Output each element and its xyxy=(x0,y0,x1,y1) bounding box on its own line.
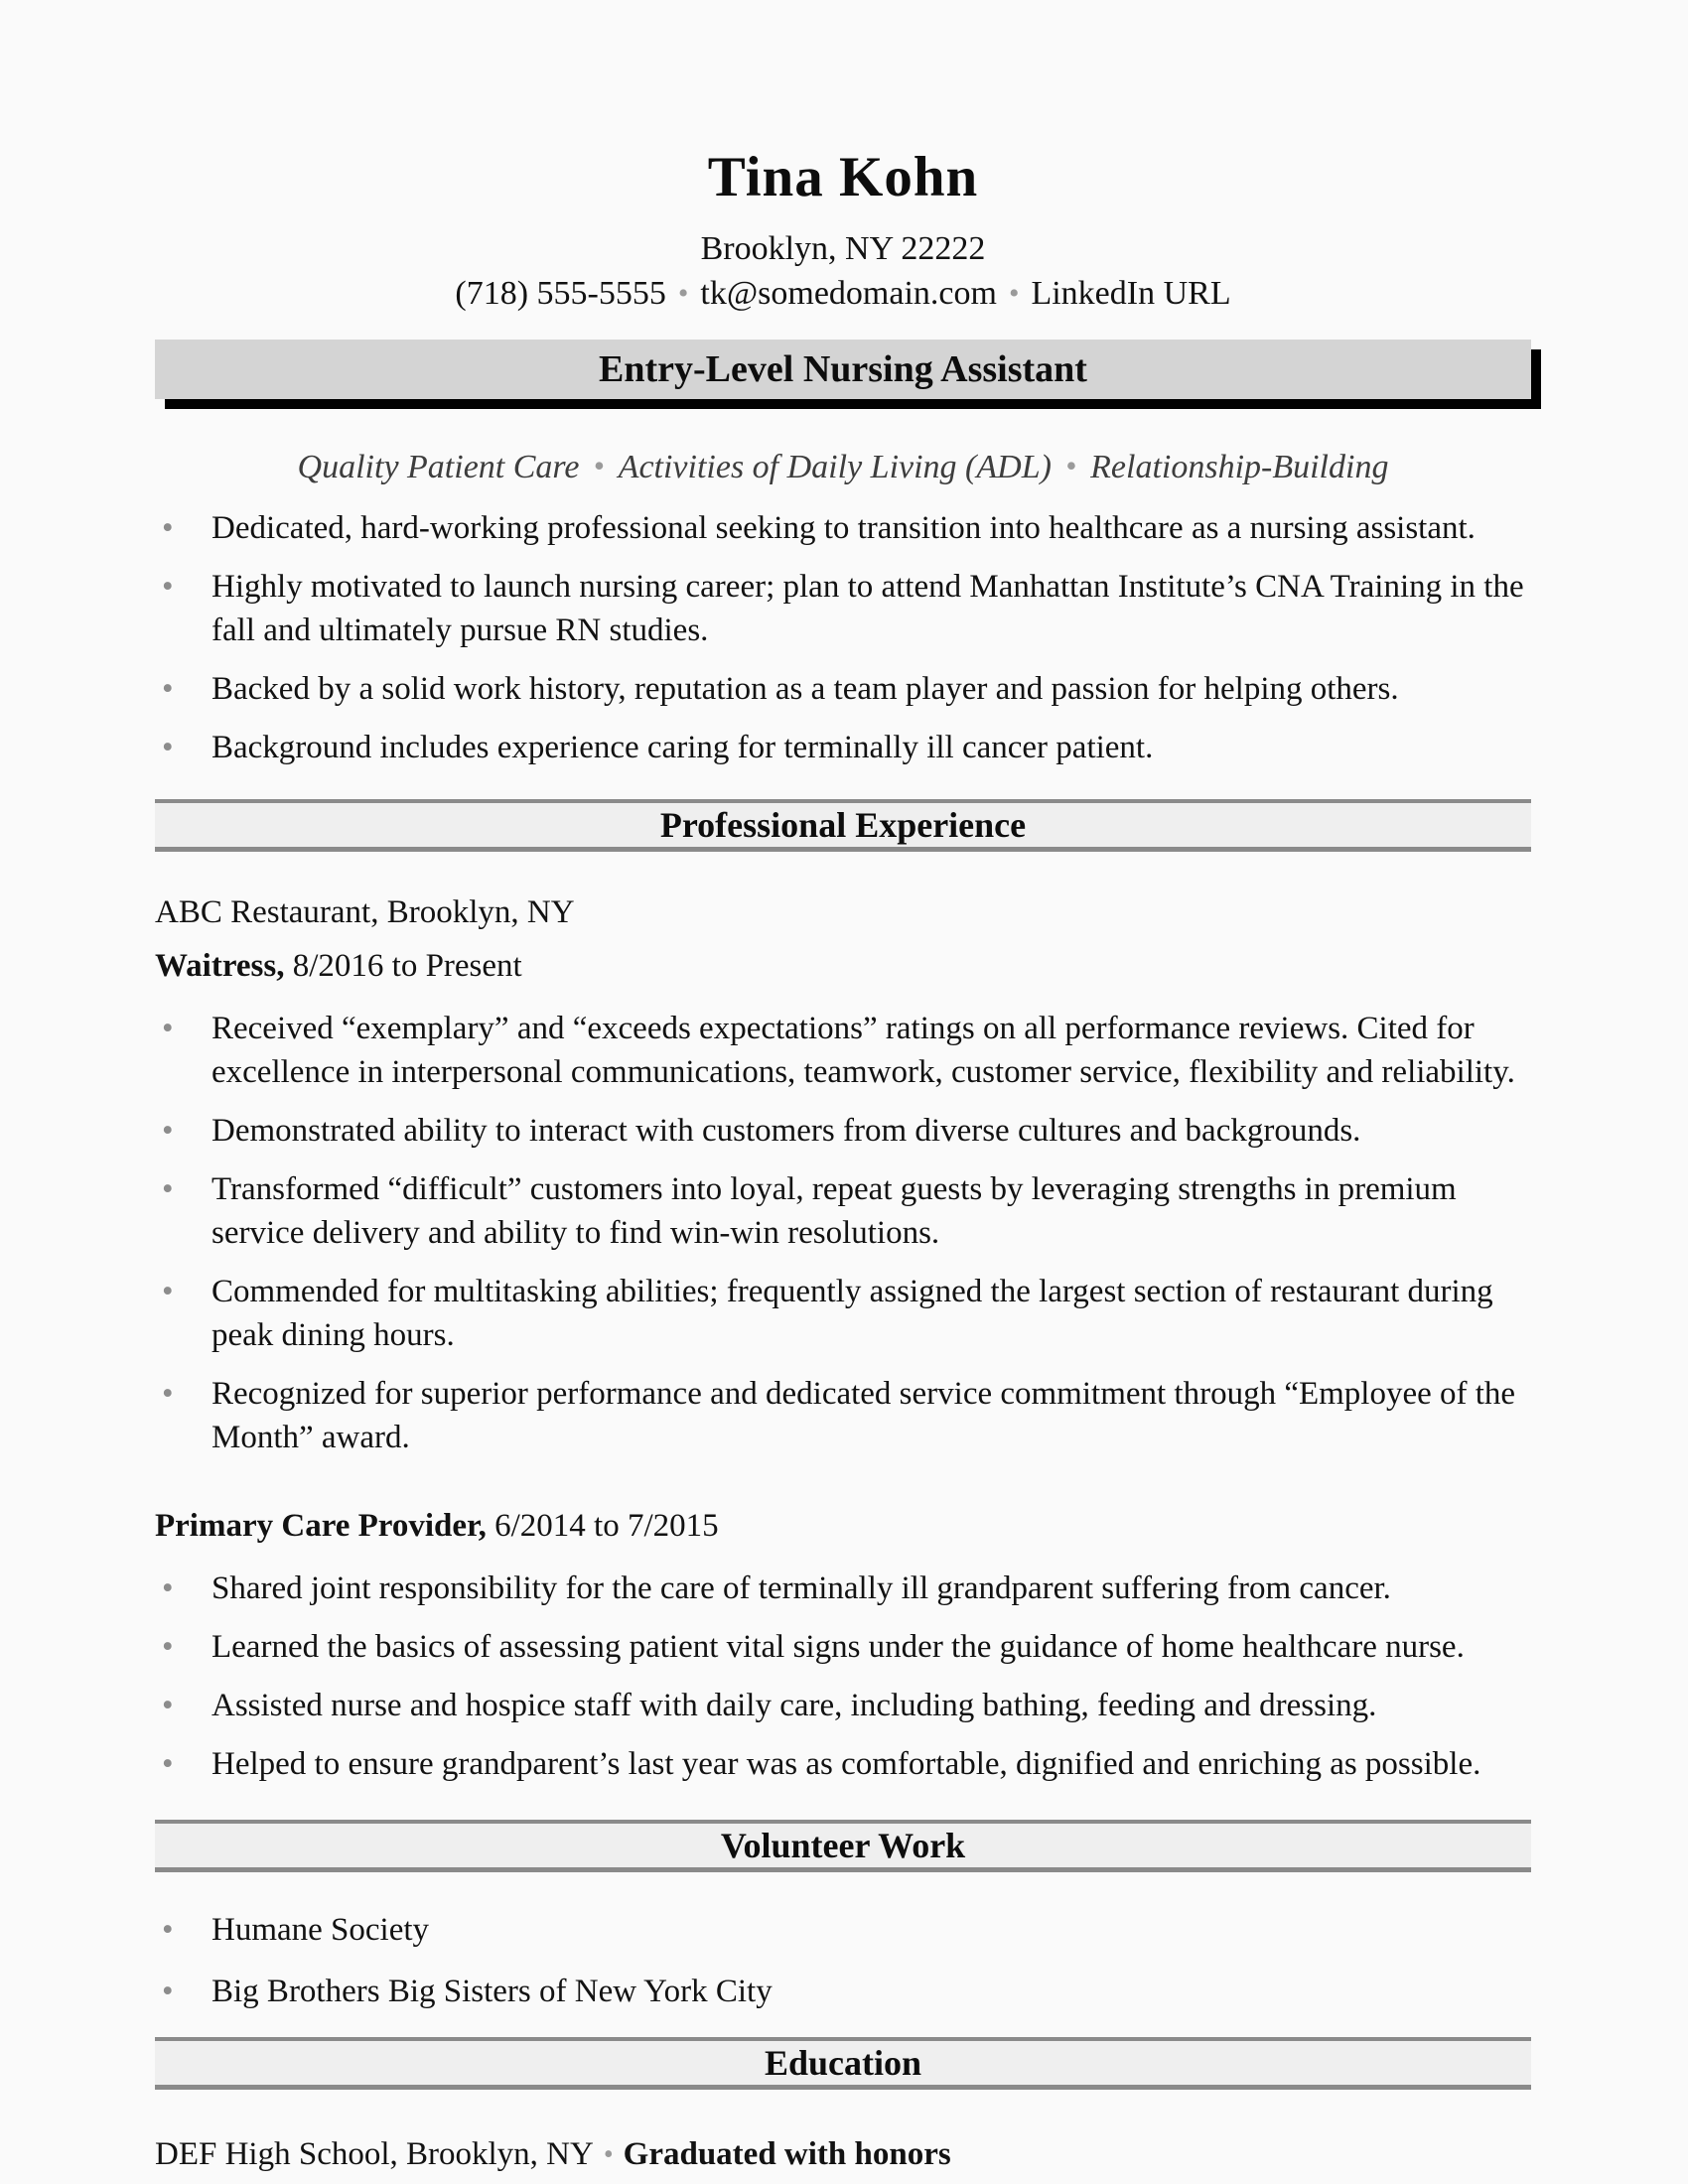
education-line xyxy=(155,2133,1531,2176)
bullet-icon: • xyxy=(162,569,174,605)
skill-item: Activities of Daily Living (ADL) xyxy=(618,449,1052,485)
section-heading-volunteer xyxy=(155,1820,1531,1872)
experience-bullet-text: Recognized for superior performance and dedicated service commitment through “Employee of the Month” award. xyxy=(211,1376,1516,1455)
experience-bullet-text: Shared joint responsibility for the care of terminally ill grandparent suffering from cancer. xyxy=(211,1570,1391,1606)
summary-list xyxy=(155,506,1531,769)
dot-separator-icon: • xyxy=(593,448,605,483)
bullet-icon: • xyxy=(162,1688,174,1723)
volunteer-bullet-text: Big Brothers Big Sisters of New York City xyxy=(211,1974,773,2009)
education-detail: Graduated with honors xyxy=(623,2136,951,2172)
bullet-icon: • xyxy=(162,1629,174,1665)
linkedin-link: LinkedIn URL xyxy=(1031,275,1231,312)
dot-separator-icon: • xyxy=(1064,448,1077,483)
experience-bullet-text: Helped to ensure grandparent’s last year was as comfortable, dignified and enriching as possible. xyxy=(211,1746,1481,1782)
bullet-icon: • xyxy=(162,510,174,546)
experience-bullet-text: Assisted nurse and hospice staff with daily care, including bathing, feeding and dressing. xyxy=(211,1688,1377,1723)
experience-bullet-text: Learned the basics of assessing patient vital signs under the guidance of home healthcare nurse. xyxy=(211,1629,1465,1665)
experience-bullet xyxy=(155,1742,1531,1786)
role-line-waitress xyxy=(155,945,1531,987)
experience-bullet-text: Commended for multitasking abilities; frequently assigned the largest section of restaurant during peak dining hours. xyxy=(211,1274,1493,1353)
skill-item: Quality Patient Care xyxy=(297,449,580,485)
summary-bullet-text: Background includes experience caring for terminally ill cancer patient. xyxy=(211,730,1154,765)
bullet-icon: • xyxy=(162,1746,174,1782)
section-heading-label: Education xyxy=(764,2043,922,2083)
phone-number: (718) 555-5555 xyxy=(455,275,666,312)
section-heading-experience xyxy=(155,799,1531,852)
role-line-primary-care-provider xyxy=(155,1505,1531,1547)
bullet-icon: • xyxy=(162,730,174,765)
employer-line: ABC Restaurant, Brooklyn, NY xyxy=(155,894,575,930)
experience-bullet xyxy=(155,1372,1531,1459)
experience-bullet xyxy=(155,1567,1531,1610)
experience-bullet-text: Transformed “difficult” customers into loyal, repeat guests by leveraging strengths in premium service delivery and ability to find win-win resolutions. xyxy=(211,1171,1457,1251)
experience-bullet xyxy=(155,1270,1531,1357)
job-title-label: Entry-Level Nursing Assistant xyxy=(599,348,1087,390)
experience-bullet xyxy=(155,1167,1531,1255)
volunteer-bullet-text: Humane Society xyxy=(211,1912,430,1948)
skill-item: Relationship-Building xyxy=(1090,449,1389,485)
experience-bullet-text: Received “exemplary” and “exceeds expectations” ratings on all performance reviews. Cited for excellence in interpersonal communications, teamwork, customer service, flexibility and reliability. xyxy=(211,1011,1515,1090)
bullet-icon: • xyxy=(162,671,174,707)
experience-bullet-text: Demonstrated ability to interact with customers from diverse cultures and backgrounds. xyxy=(211,1113,1361,1149)
summary-bullet xyxy=(155,506,1531,550)
volunteer-list xyxy=(155,1908,1531,2013)
bullet-icon: • xyxy=(162,1974,174,2009)
resume-header xyxy=(155,146,1531,314)
summary-bullet-text: Backed by a solid work history, reputation as a team player and passion for helping others. xyxy=(211,671,1399,707)
candidate-location: Brooklyn, NY 22222 xyxy=(700,230,986,267)
education-school: DEF High School, Brooklyn, NY xyxy=(155,2136,594,2172)
primary-care-bullet-list xyxy=(155,1567,1531,1786)
job-title-banner xyxy=(155,340,1531,399)
role-dates: 6/2014 to 7/2015 xyxy=(494,1508,719,1544)
role-title: Waitress, xyxy=(155,948,285,984)
bullet-icon: • xyxy=(162,1376,174,1412)
dot-separator-icon: • xyxy=(603,2139,614,2170)
bullet-icon: • xyxy=(162,1912,174,1948)
bullet-icon: • xyxy=(162,1274,174,1309)
summary-bullet xyxy=(155,565,1531,652)
summary-bullet xyxy=(155,726,1531,769)
dot-separator-icon: • xyxy=(1008,277,1020,310)
volunteer-bullet xyxy=(155,1908,1531,1952)
experience-bullet xyxy=(155,1684,1531,1727)
waitress-bullet-list xyxy=(155,1007,1531,1459)
volunteer-bullet xyxy=(155,1970,1531,2013)
summary-bullet-text: Highly motivated to launch nursing career; plan to attend Manhattan Institute’s CNA Training in the fall and ultimately pursue RN studies. xyxy=(211,569,1524,648)
contact-line xyxy=(155,274,1531,314)
dot-separator-icon: • xyxy=(677,277,689,310)
experience-bullet xyxy=(155,1625,1531,1669)
experience-bullet xyxy=(155,1007,1531,1094)
role-title: Primary Care Provider, xyxy=(155,1508,487,1544)
section-heading-education xyxy=(155,2037,1531,2090)
bullet-icon: • xyxy=(162,1171,174,1207)
summary-bullet-text: Dedicated, hard-working professional seeking to transition into healthcare as a nursing assistant. xyxy=(211,510,1476,546)
role-dates: 8/2016 to Present xyxy=(292,948,522,984)
bullet-icon: • xyxy=(162,1570,174,1606)
section-heading-label: Professional Experience xyxy=(659,805,1027,845)
candidate-name: Tina Kohn xyxy=(707,146,979,208)
skills-highlights xyxy=(155,445,1531,488)
bullet-icon: • xyxy=(162,1113,174,1149)
section-heading-label: Volunteer Work xyxy=(720,1826,966,1865)
bullet-icon: • xyxy=(162,1011,174,1046)
email-address: tk@somedomain.com xyxy=(700,275,997,312)
summary-bullet xyxy=(155,667,1531,711)
experience-bullet xyxy=(155,1109,1531,1153)
